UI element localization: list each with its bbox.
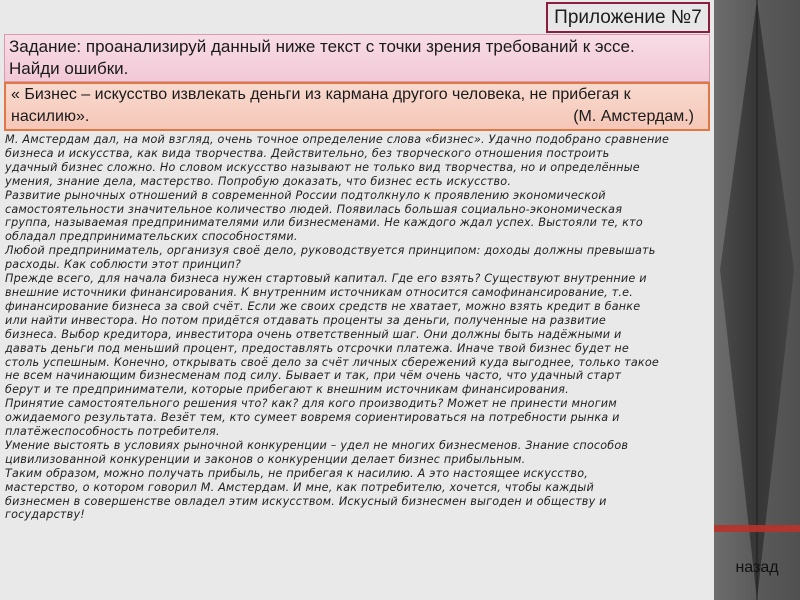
quote-line-2: насилию». bbox=[11, 108, 90, 125]
essay-line: платёжеспособность потребителя. bbox=[5, 425, 220, 439]
essay-line: ожидаемого результата. Везёт тем, кто сумеет вовремя сориентироваться на потребности рынка и bbox=[5, 411, 620, 425]
decorative-diamond-graphic bbox=[714, 0, 800, 600]
decorative-side-band bbox=[714, 0, 800, 600]
task-line-1: Задание: проанализируй данный ниже текст с точки зрения требований к эссе. bbox=[9, 37, 635, 56]
quote-box bbox=[4, 82, 710, 131]
essay-line: Любой предприниматель, организуя своё дело, руководствуется принципом: доходы должны превышать bbox=[5, 244, 656, 258]
essay-line: цивилизованной конкуренции и законов о конкуренции делает бизнес прибыльным. bbox=[5, 452, 526, 466]
essay-line: Прежде всего, для начала бизнеса нужен стартовый капитал. Где его взять? Существуют внутренние и bbox=[5, 272, 647, 286]
essay-line: группа, называемая предпринимателями или бизнесменами. Не каждого ждал успех. Выстояли те, кто bbox=[5, 216, 643, 230]
essay-line: государству! bbox=[5, 508, 85, 522]
essay-line: столь успешным. Конечно, открывать своё дело за счёт личных сбережений куда выгоднее, только такое bbox=[5, 355, 659, 369]
essay-line: берут и те предприниматели, которые прибегают к внешним источникам финансирования. bbox=[5, 383, 569, 397]
essay-line: внешние источники финансирования. К внутренним источникам относится самофинансирование, т.е. bbox=[5, 285, 634, 299]
essay-line: обладал предпринимательских способностями. bbox=[5, 230, 298, 244]
back-button-label: назад bbox=[735, 559, 779, 576]
essay-line: бизнеса и искусства, как вида творчества. Действительно, без творческого отношения построить bbox=[5, 146, 610, 160]
essay-line: или найти инвестора. Но потом придётся отдавать проценты за деньги, полученные на развитие bbox=[5, 313, 606, 327]
essay-line: самостоятельности значительное количество людей. Появилась большая социально-экономическая bbox=[5, 202, 623, 216]
quote-author: (М. Амстердам.) bbox=[573, 108, 694, 125]
essay-line: расходы. Как соблюсти этот принцип? bbox=[5, 258, 242, 272]
essay-line: удачный бизнес сложно. Но словом искусство называют не только вид творчества, но и определённые bbox=[5, 160, 640, 174]
quote-line-2-row bbox=[11, 106, 702, 128]
essay-line: Развитие рыночных отношений в современной России подтолкнуло к проявлению экономической bbox=[5, 188, 606, 202]
essay-line: Умение выстоять в условиях рыночной конкуренции – удел не многих бизнесменов. Знание способов bbox=[5, 438, 629, 452]
task-line-2: Найди ошибки. bbox=[9, 59, 129, 78]
appendix-label-box bbox=[546, 2, 710, 33]
essay-line: Таким образом, можно получать прибыль, не прибегая к насилию. А это настоящее искусство, bbox=[5, 466, 589, 480]
essay-line: давать деньги под меньший процент, предоставлять отсрочки платежа. Иначе твой бизнес будет не bbox=[5, 341, 630, 355]
essay-line: не всем начинающим бизнесменам под силу. Бывает и так, при чём очень часто, что удачный старт bbox=[5, 369, 622, 383]
essay-line: бизнеса. Выбор кредитора, инвеститора очень ответственный шаг. Они должны быть надёжными и bbox=[5, 327, 622, 341]
essay-line: бизнесмен в совершенстве овладел этим искусством. Искусный бизнесмен выгоден и обществу и bbox=[5, 494, 607, 508]
essay-text bbox=[5, 133, 713, 597]
appendix-label: Приложение №7 bbox=[554, 6, 702, 28]
back-button[interactable] bbox=[714, 555, 800, 581]
essay-line: финансирование бизнеса за свой счёт. Если же своих средств не хватает, можно взять кредит в банке bbox=[5, 299, 641, 313]
essay-line: М. Амстердам дал, на мой взгляд, очень точное определение слова «бизнес». Удачно подобрано сравнение bbox=[5, 133, 670, 146]
task-box bbox=[4, 34, 710, 82]
essay-line: мастерство, о котором говорил М. Амстердам. И мне, как потребителю, хочется, чтобы каждый bbox=[5, 480, 594, 494]
essay-line: умения, знание дела, мастерство. Попробую доказать, что бизнес есть искусство. bbox=[5, 174, 512, 188]
essay-line: Принятие самостоятельного решения что? как? для кого производить? Может не принести многим bbox=[5, 397, 617, 411]
quote-line-1: « Бизнес – искусство извлекать деньги из кармана другого человека, не прибегая к bbox=[11, 86, 631, 103]
